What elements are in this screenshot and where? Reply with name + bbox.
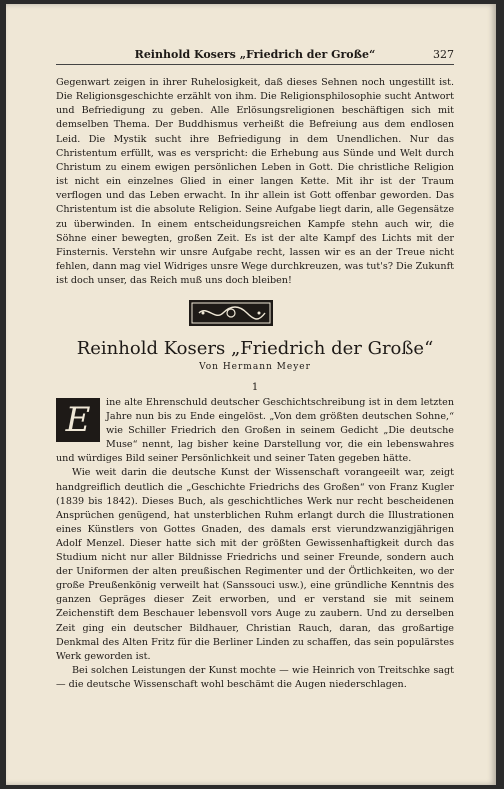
article-author: Von Hermann Meyer [199,362,311,372]
dropcap-initial: E [56,398,100,442]
article-paragraph: ine alte Ehrenschuld deutscher Geschichtschreibung ist in dem letzten Jahre nun bis zu Ende eingelöst. „Von dem größten deutschen Sohne,“ wie Schiller Friedrich den Großen in seinem Gedicht „Die deutsche Muse“ nennt, lag bisher keine Darstellung vor, die ein lebenswahres und würdiges Bild seiner Persönlichkeit und seiner Taten gegeben hätte. [56,397,454,465]
article-paragraph: Wie weit darin die deutsche Kunst der Wissenschaft vorangeeilt war, zeigt handgreiflich deutlich die „Geschichte Friedrichs des Großen“ von Franz Kugler (1839 bis 1842). Dieses Buch, als geschichtliches Werk nur recht bescheidenen Ansprüchen genügend, hat unsterblichen Ruhm erlangt durch die Illustrationen eines Künstlers von Gottes Gnaden, des damals erst vierundzwanzigjährigen Adolf Menzel. Dieser hatte sich mit der größten Gewissenhaftigkeit durch das Studium nicht nur aller Bildnisse Friedrichs und seiner Freunde, sondern auch der Uniformen der alten preußischen Regimenter und der Örtlichkeiten, wo der große Preußenkönig verweilt hat (Sanssouci usw.), eine gründliche Kenntnis des ganzen Gepräges dieser Zeit erworben, und er verstand sie mit seinem Zeichenstift dem Beschauer lebensvoll vors Auge zu zaubern. Und zu derselben Zeit ging ein deutscher Bildhauer, Christian Rauch, daran, das großartige Denkmal des Alten Fritz für die Berliner Linden zu schaffen, das sein populärstes Werk geworden ist. [56,467,454,662]
page-number: 327 [433,48,454,61]
page-header [56,48,454,65]
running-title: Reinhold Kosers „Friedrich der Große“ [134,48,376,61]
preceding-paragraph: Gegenwart zeigen in ihrer Ruhelosigkeit, daß dieses Sehnen noch ungestillt ist. Die Religionsgeschichte erzählt von ihm. Die Religionsphilosophie sucht Antwort und Befriedigung zu geben. Alle Erlösungsreligionen beschäftigen sich mit demselben Thema. Der Buddhismus verheißt die Befreiung aus dem endlosen Leid. Die Mystik sucht ihre Befriedigung in dem Unendlichen. Nur das Christentum erfüllt, was es verspricht: die Erhebung aus Sünde und Welt durch Christum zu einem ewigen persönlichen Leben in Gott. Die christliche Religion ist nicht ein einzelnes Glied in einer langen Kette. Mit ihr ist der Traum verflogen und das Leben erwacht. In ihr allein ist Gott offenbar geworden. Das Christentum ist die absolute Religion. Seine Aufgabe liegt darin, alle Gegensätze zu überwinden. In einem entscheidungsreichen Kampfe stehn auch wir, die Söhne einer bewegten, großen Zeit. Es ist der alte Kampf des Lichts mit der Finsternis. Verstehn wir unsre Aufgabe recht, lassen wir es an der Treue nicht fehlen, dann mag viel Widriges unsre Wege durchkreuzen, was tut's? Die Zukunft ist doch unser, das Reich muß uns doch bleiben! [56,77,454,287]
ornament-vignette [189,300,273,326]
section-number: 1 [251,382,259,393]
preceding-text-block [56,76,454,288]
book-page [6,4,496,785]
article-paragraph: Bei solchen Leistungen der Kunst mochte — wie Heinrich von Treitschke sagt — die deutsche Wissenschaft wohl beschämt die Augen niederschlagen. [56,664,454,690]
article-body [56,396,454,692]
article-title: Reinhold Kosers „Friedrich der Große“ [76,338,434,359]
